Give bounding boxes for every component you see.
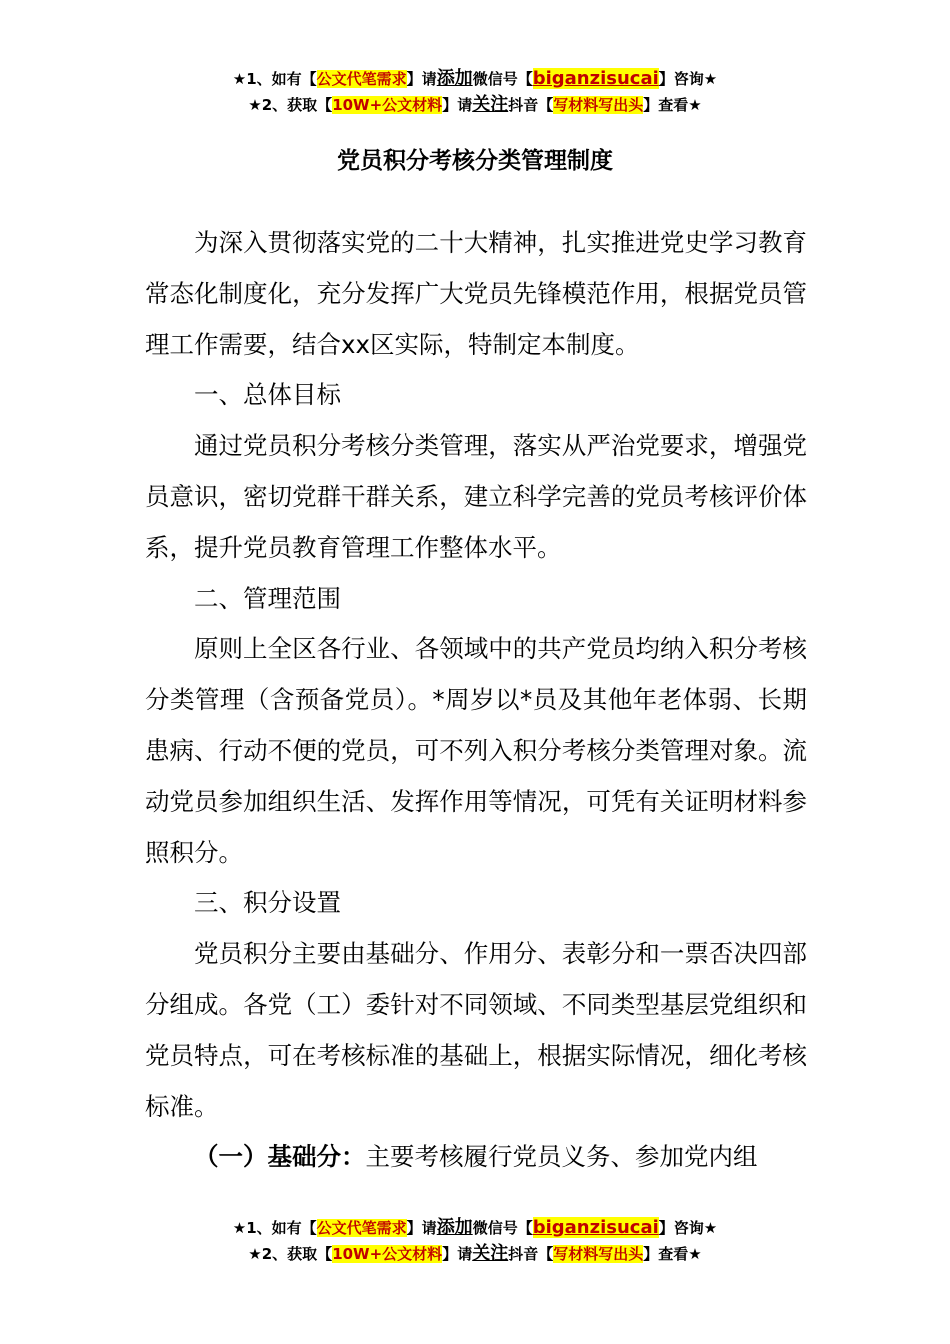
promo-text: 】请 — [442, 96, 473, 114]
promo-douyin-id: 写材料写出头 — [553, 96, 644, 114]
promo-text: 】查看★ — [643, 96, 702, 114]
document-body — [145, 218, 807, 1183]
basic-score-text: 主要考核履行党员义务、参加党内组 — [365, 1142, 758, 1172]
promo-text: 抖音【 — [508, 1245, 554, 1263]
promo-line-2 — [0, 1241, 950, 1267]
promo-emphasis: 添加 — [436, 68, 473, 89]
paragraph-intro: 为深入贯彻落实党的二十大精神，扎实推进党史学习教育常态化制度化，充分发挥广大党员先锋模范作用，根据党员管理工作需要，结合xx区实际，特制定本制度。 — [145, 228, 807, 359]
document-title: 党员积分考核分类管理制度 — [337, 148, 613, 174]
promo-douyin-id: 写材料写出头 — [553, 1245, 644, 1263]
promo-text: 】咨询★ — [658, 1219, 718, 1237]
paragraph-scope: 原则上全区各行业、各领域中的共产党员均纳入积分考核分类管理（含预备党员）。*周岁以*员及其他年老体弱、长期患病、行动不便的党员，可不列入积分考核分类管理对象。流动党员参加组织生活、发挥作用等情况，可凭有关证明材料参照积分。 — [145, 634, 807, 867]
section-heading-2: 二、管理范围 — [194, 583, 341, 613]
paragraph-goal: 通过党员积分考核分类管理，落实从严治党要求，增强党员意识，密切党群干群关系，建立科学完善的党员考核评价体系，提升党员教育管理工作整体水平。 — [145, 431, 807, 562]
promo-emphasis: 添加 — [436, 1217, 473, 1238]
promo-wechat-id: biganzisucai — [532, 1217, 659, 1238]
promo-text: ★2、获取【 — [248, 96, 333, 114]
promo-text: ★1、如有【 — [232, 1219, 317, 1237]
promo-highlight: 公文代笔需求 — [316, 1219, 407, 1237]
section-heading-1: 一、总体目标 — [194, 380, 341, 410]
promo-footer — [0, 1215, 950, 1267]
promo-line-1 — [0, 66, 950, 92]
promo-line-2 — [0, 92, 950, 118]
promo-text: 】咨询★ — [658, 70, 718, 88]
promo-highlight: 公文代笔需求 — [316, 70, 407, 88]
promo-text: ★1、如有【 — [232, 70, 317, 88]
promo-text: 】请 — [442, 1245, 473, 1263]
paragraph-points: 党员积分主要由基础分、作用分、表彰分和一票否决四部分组成。各党（工）委针对不同领域、不同类型基层党组织和党员特点，可在考核标准的基础上，根据实际情况，细化考核标准。 — [145, 939, 807, 1121]
promo-header — [0, 66, 950, 118]
promo-text: 】请 — [406, 1219, 437, 1237]
promo-text: 】请 — [406, 70, 437, 88]
promo-text: 抖音【 — [508, 96, 554, 114]
basic-score-label: （一）基础分： — [194, 1142, 366, 1172]
promo-emphasis: 关注 — [472, 1243, 509, 1264]
promo-wechat-id: biganzisucai — [532, 68, 659, 89]
section-heading-3: 三、积分设置 — [194, 888, 341, 918]
paragraph-basic-score — [145, 1132, 807, 1183]
promo-text: 】查看★ — [643, 1245, 702, 1263]
promo-highlight: 10W+公文材料 — [332, 96, 443, 114]
promo-text: 微信号【 — [472, 70, 533, 88]
promo-emphasis: 关注 — [472, 94, 509, 115]
promo-line-1 — [0, 1215, 950, 1241]
promo-highlight: 10W+公文材料 — [332, 1245, 443, 1263]
promo-text: 微信号【 — [472, 1219, 533, 1237]
promo-text: ★2、获取【 — [248, 1245, 333, 1263]
